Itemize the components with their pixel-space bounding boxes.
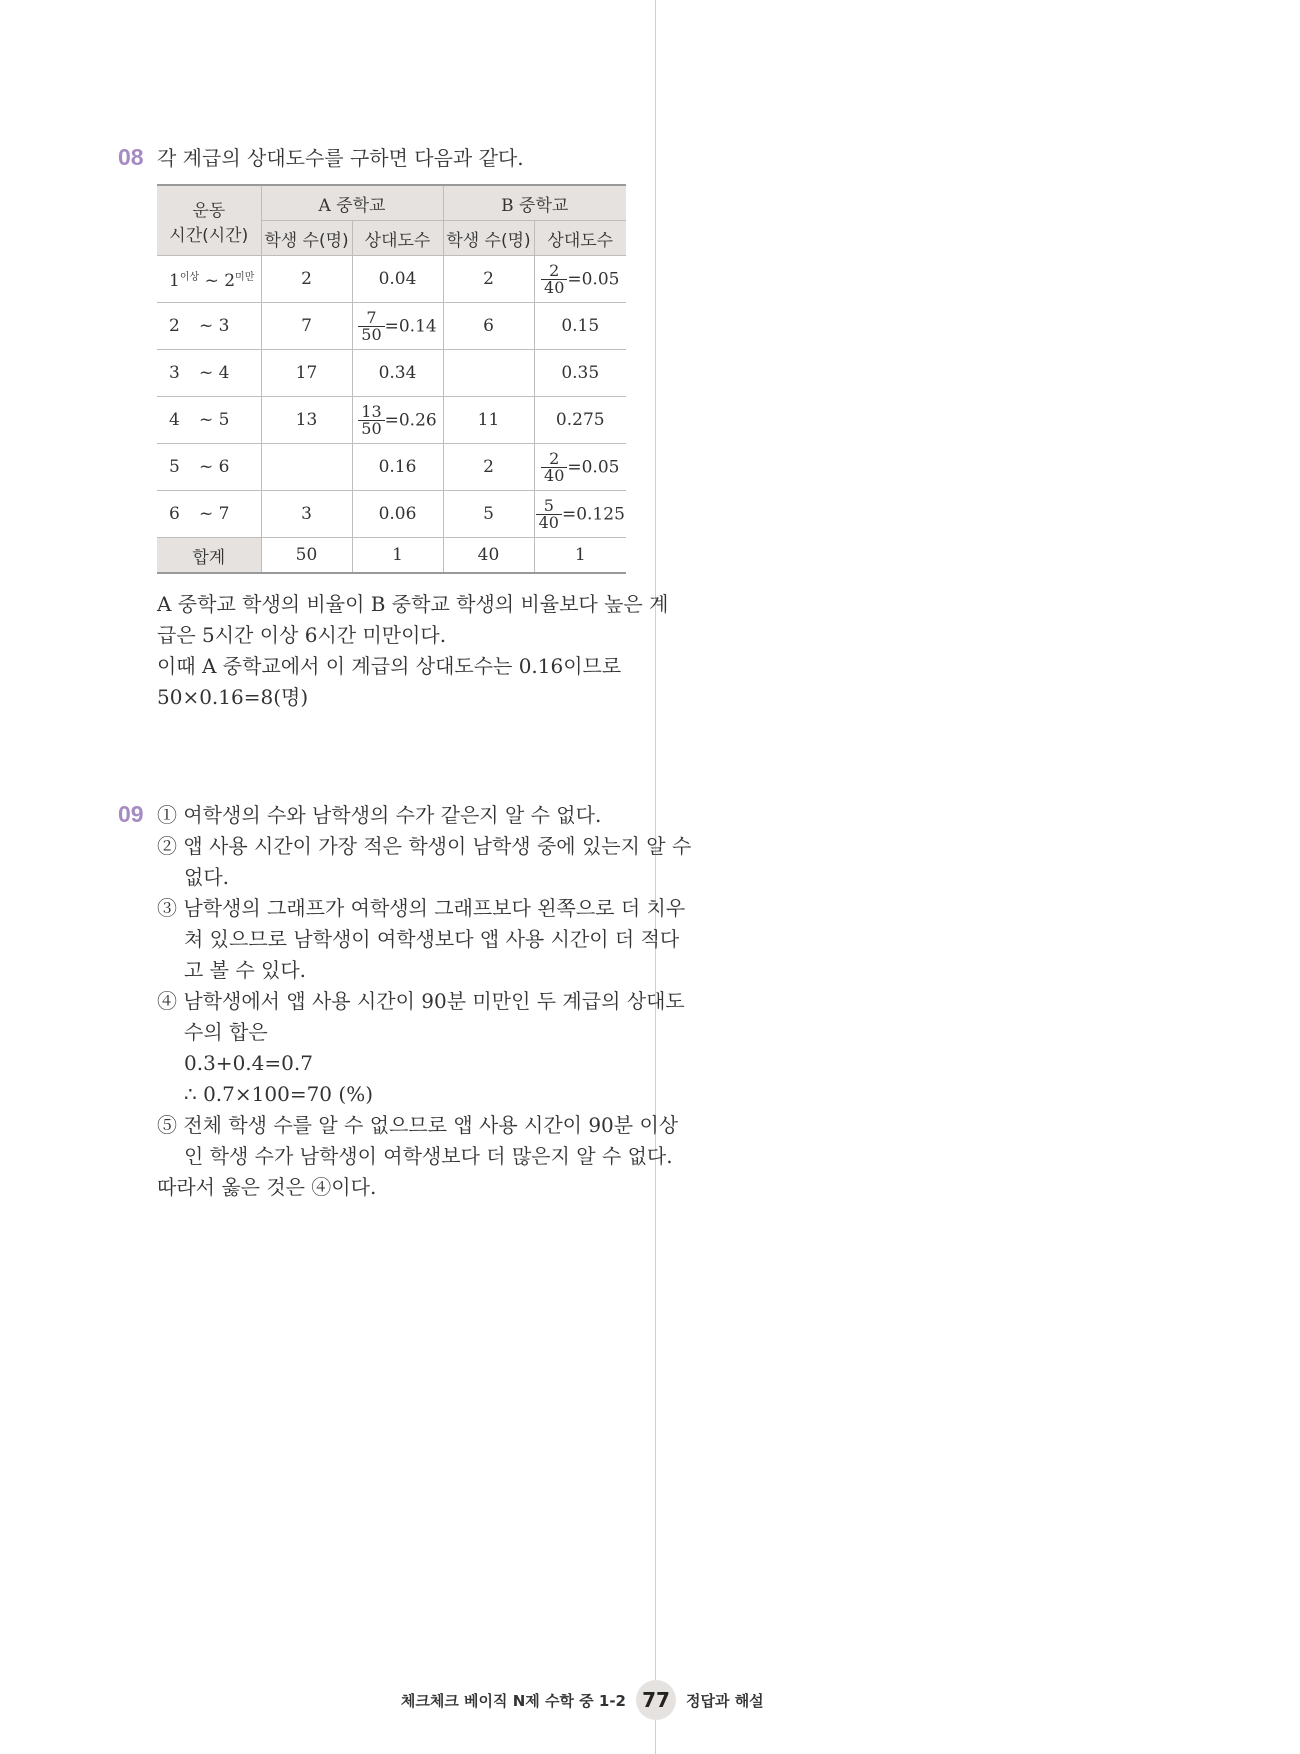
a-count-cell: 3 — [261, 491, 352, 538]
fraction-value: =0.05 — [567, 457, 620, 477]
q08-intro: 각 계급의 상대도수를 구하면 다음과 같다. — [157, 146, 524, 170]
relative-frequency-table — [157, 184, 626, 574]
a-count-cell: 13 — [261, 397, 352, 444]
class-upper: ~ 5 — [199, 410, 230, 430]
class-cell — [157, 303, 261, 350]
a-rel-cell — [352, 397, 443, 444]
total-row — [157, 538, 626, 574]
b-rel-cell — [534, 256, 626, 303]
a-count-cell: 7 — [261, 303, 352, 350]
q09-line: 0.3+0.4=0.7 — [184, 1051, 313, 1075]
a-rel-cell: 0.06 — [352, 491, 443, 538]
section-title: 정답과 해설 — [686, 1692, 764, 1710]
fraction-value: =0.14 — [384, 316, 437, 336]
class-cell — [157, 491, 261, 538]
q09-line: ⑤ 전체 학생 수를 알 수 없으므로 앱 사용 시간이 90분 이상 — [157, 1113, 679, 1137]
table-row — [157, 303, 626, 350]
q08-explanation-line: 50×0.16=8(명) — [157, 685, 309, 709]
header-a-count: 학생 수(명) — [261, 221, 352, 256]
class-cell — [157, 397, 261, 444]
a-count-cell — [261, 444, 352, 491]
b-count-cell: 2 — [443, 256, 534, 303]
header-a-rel: 상대도수 — [352, 221, 443, 256]
class-upper: ~ 2 — [204, 270, 236, 291]
b-count-cell — [443, 350, 534, 397]
header-class — [157, 185, 261, 256]
total-label: 합계 — [157, 538, 261, 574]
fraction — [541, 448, 567, 485]
table-row — [157, 397, 626, 444]
book-title: 체크체크 베이직 N제 수학 중 1-2 — [400, 1692, 626, 1710]
table-row — [157, 256, 626, 303]
total-b-count: 40 — [443, 538, 534, 574]
fraction — [541, 260, 567, 297]
fraction-denominator: 40 — [538, 512, 559, 532]
fraction-denominator: 40 — [544, 277, 565, 297]
question-number-08: 08 — [118, 144, 144, 170]
fraction — [358, 307, 384, 344]
q08-explanation-line: A 중학교 학생의 비율이 B 중학교 학생의 비율보다 높은 계 — [157, 592, 669, 616]
class-lower: 2 — [169, 316, 180, 336]
class-upper: ~ 4 — [199, 363, 230, 383]
class-cell — [157, 350, 261, 397]
a-rel-cell: 0.04 — [352, 256, 443, 303]
q09-line: ① 여학생의 수와 남학생의 수가 같은지 알 수 없다. — [157, 803, 602, 827]
q09-line: 수의 합은 — [184, 1020, 268, 1044]
table-row — [157, 491, 626, 538]
header-class-line2: 시간(시간) — [169, 225, 249, 246]
b-count-cell: 5 — [443, 491, 534, 538]
class-lower: 6 — [169, 504, 180, 524]
q09-line: 따라서 옳은 것은 ④이다. — [157, 1175, 377, 1199]
fraction — [536, 495, 562, 532]
a-rel-cell: 0.34 — [352, 350, 443, 397]
total-a-count: 50 — [261, 538, 352, 574]
q08-explanation-line: 급은 5시간 이상 6시간 미만이다. — [157, 623, 447, 647]
class-cell — [157, 444, 261, 491]
header-b-count: 학생 수(명) — [443, 221, 534, 256]
header-class-line1: 운동 — [192, 200, 226, 221]
a-count-cell: 17 — [261, 350, 352, 397]
total-b-rel: 1 — [534, 538, 626, 574]
q09-line: ④ 남학생에서 앱 사용 시간이 90분 미만인 두 계급의 상대도 — [157, 989, 685, 1013]
q08-explanation-line: 이때 A 중학교에서 이 계급의 상대도수는 0.16이므로 — [157, 654, 622, 678]
q09-line: ② 앱 사용 시간이 가장 적은 학생이 남학생 중에 있는지 알 수 — [157, 834, 692, 858]
fraction-numerator: 5 — [536, 498, 562, 515]
class-lower-sup: 이상 — [179, 271, 200, 283]
fraction-value: =0.05 — [567, 269, 620, 289]
class-lower: 1 — [169, 270, 180, 291]
class-cell — [157, 256, 261, 303]
class-lower: 4 — [169, 410, 180, 430]
q09-line: 인 학생 수가 남학생이 여학생보다 더 많은지 알 수 없다. — [184, 1144, 673, 1168]
fraction — [358, 401, 384, 438]
header-school-a: A 중학교 — [261, 185, 443, 221]
a-count-cell: 2 — [261, 256, 352, 303]
page-divider — [655, 0, 656, 1754]
fraction-numerator: 13 — [358, 404, 384, 421]
b-count-cell: 2 — [443, 444, 534, 491]
class-upper-sup: 미만 — [235, 271, 255, 283]
class-upper: ~ 6 — [199, 457, 230, 477]
fraction-value: =0.125 — [561, 504, 625, 524]
q09-line: 쳐 있으므로 남학생이 여학생보다 앱 사용 시간이 더 적다 — [184, 927, 680, 951]
a-rel-cell — [352, 303, 443, 350]
fraction-numerator: 2 — [541, 263, 567, 280]
b-rel-cell: 0.15 — [534, 303, 626, 350]
page-number-badge: 77 — [636, 1680, 676, 1720]
q09-line: 없다. — [184, 865, 229, 889]
total-a-rel: 1 — [352, 538, 443, 574]
b-rel-cell — [534, 491, 626, 538]
table-row — [157, 444, 626, 491]
page-footer — [0, 1680, 1300, 1720]
class-lower: 3 — [169, 363, 180, 383]
header-school-b: B 중학교 — [443, 185, 626, 221]
fraction-numerator: 2 — [541, 451, 567, 468]
b-count-cell: 11 — [443, 397, 534, 444]
fraction-numerator: 7 — [358, 310, 384, 327]
q09-line: 고 볼 수 있다. — [184, 958, 307, 982]
class-upper: ~ 3 — [199, 316, 230, 336]
q09-line: ∴ 0.7×100=70 (%) — [184, 1082, 373, 1106]
class-upper: ~ 7 — [199, 504, 230, 524]
a-rel-cell: 0.16 — [352, 444, 443, 491]
fraction-value: =0.26 — [384, 410, 437, 430]
b-rel-cell — [534, 444, 626, 491]
table-row — [157, 350, 626, 397]
fraction-denominator: 40 — [544, 465, 565, 485]
header-b-rel: 상대도수 — [534, 221, 626, 256]
class-lower: 5 — [169, 457, 180, 477]
fraction-denominator: 50 — [361, 418, 382, 438]
fraction-denominator: 50 — [361, 324, 382, 344]
q09-line: ③ 남학생의 그래프가 여학생의 그래프보다 왼쪽으로 더 치우 — [157, 896, 686, 920]
b-rel-cell: 0.275 — [534, 397, 626, 444]
b-rel-cell: 0.35 — [534, 350, 626, 397]
question-number-09: 09 — [118, 801, 144, 827]
b-count-cell: 6 — [443, 303, 534, 350]
